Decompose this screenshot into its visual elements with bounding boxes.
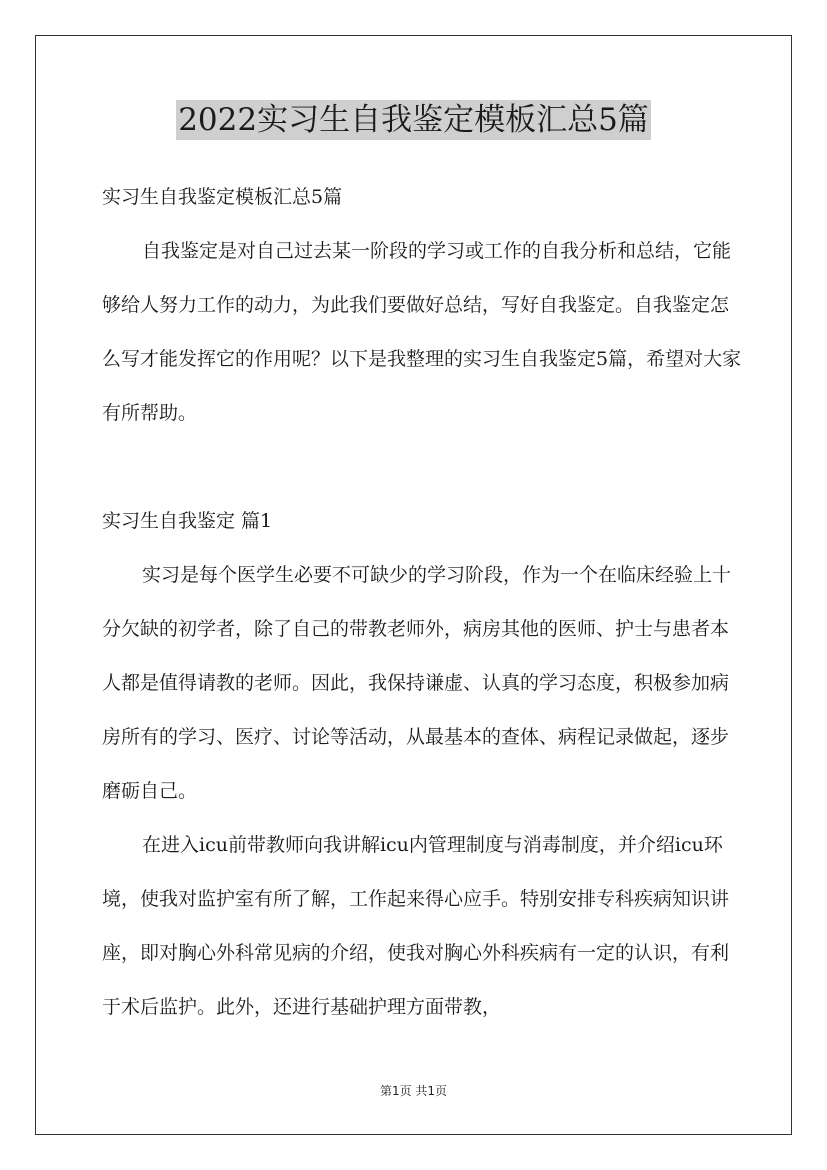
document-title: 2022实习生自我鉴定模板汇总5篇 bbox=[178, 102, 649, 138]
page-footer: 第1页 共1页 bbox=[379, 1084, 448, 1098]
body-paragraph: 在进入icu前带教师向我讲解icu内管理制度与消毒制度，并介绍icu环境，使我对监护室有所了解，工作起来得心应手。特别安排专科疾病知识讲座，即对胸心外科常见病的介绍，使我对胸心外科疾病有一定的认识，有利于术后监护。此外，还进行基础护理方面带教， bbox=[102, 834, 730, 1018]
document-subtitle: 实习生自我鉴定模板汇总5篇 bbox=[102, 186, 343, 208]
section-heading: 实习生自我鉴定 篇1 bbox=[102, 510, 273, 532]
title-container bbox=[0, 100, 827, 140]
blank-line bbox=[102, 440, 742, 494]
body-paragraph: 实习是每个医学生必要不可缺少的学习阶段，作为一个在临床经验上十分欠缺的初学者，除了自己的带教老师外，病房其他的医师、护士与患者本人都是值得请教的老师。因此，我保持谦虚、认真的学习态度，积极参加病房所有的学习、医疗、讨论等活动，从最基本的查体、病程记录做起，逐步磨砺自己。 bbox=[102, 564, 732, 802]
intro-paragraph: 自我鉴定是对自己过去某一阶段的学习或工作的自我分析和总结，它能够给人努力工作的动力，为此我们要做好总结，写好自我鉴定。自我鉴定怎么写才能发挥它的作用呢？以下是我整理的实习生自我鉴定5篇，希望对大家有所帮助。 bbox=[102, 240, 742, 424]
document-body bbox=[102, 170, 742, 1034]
